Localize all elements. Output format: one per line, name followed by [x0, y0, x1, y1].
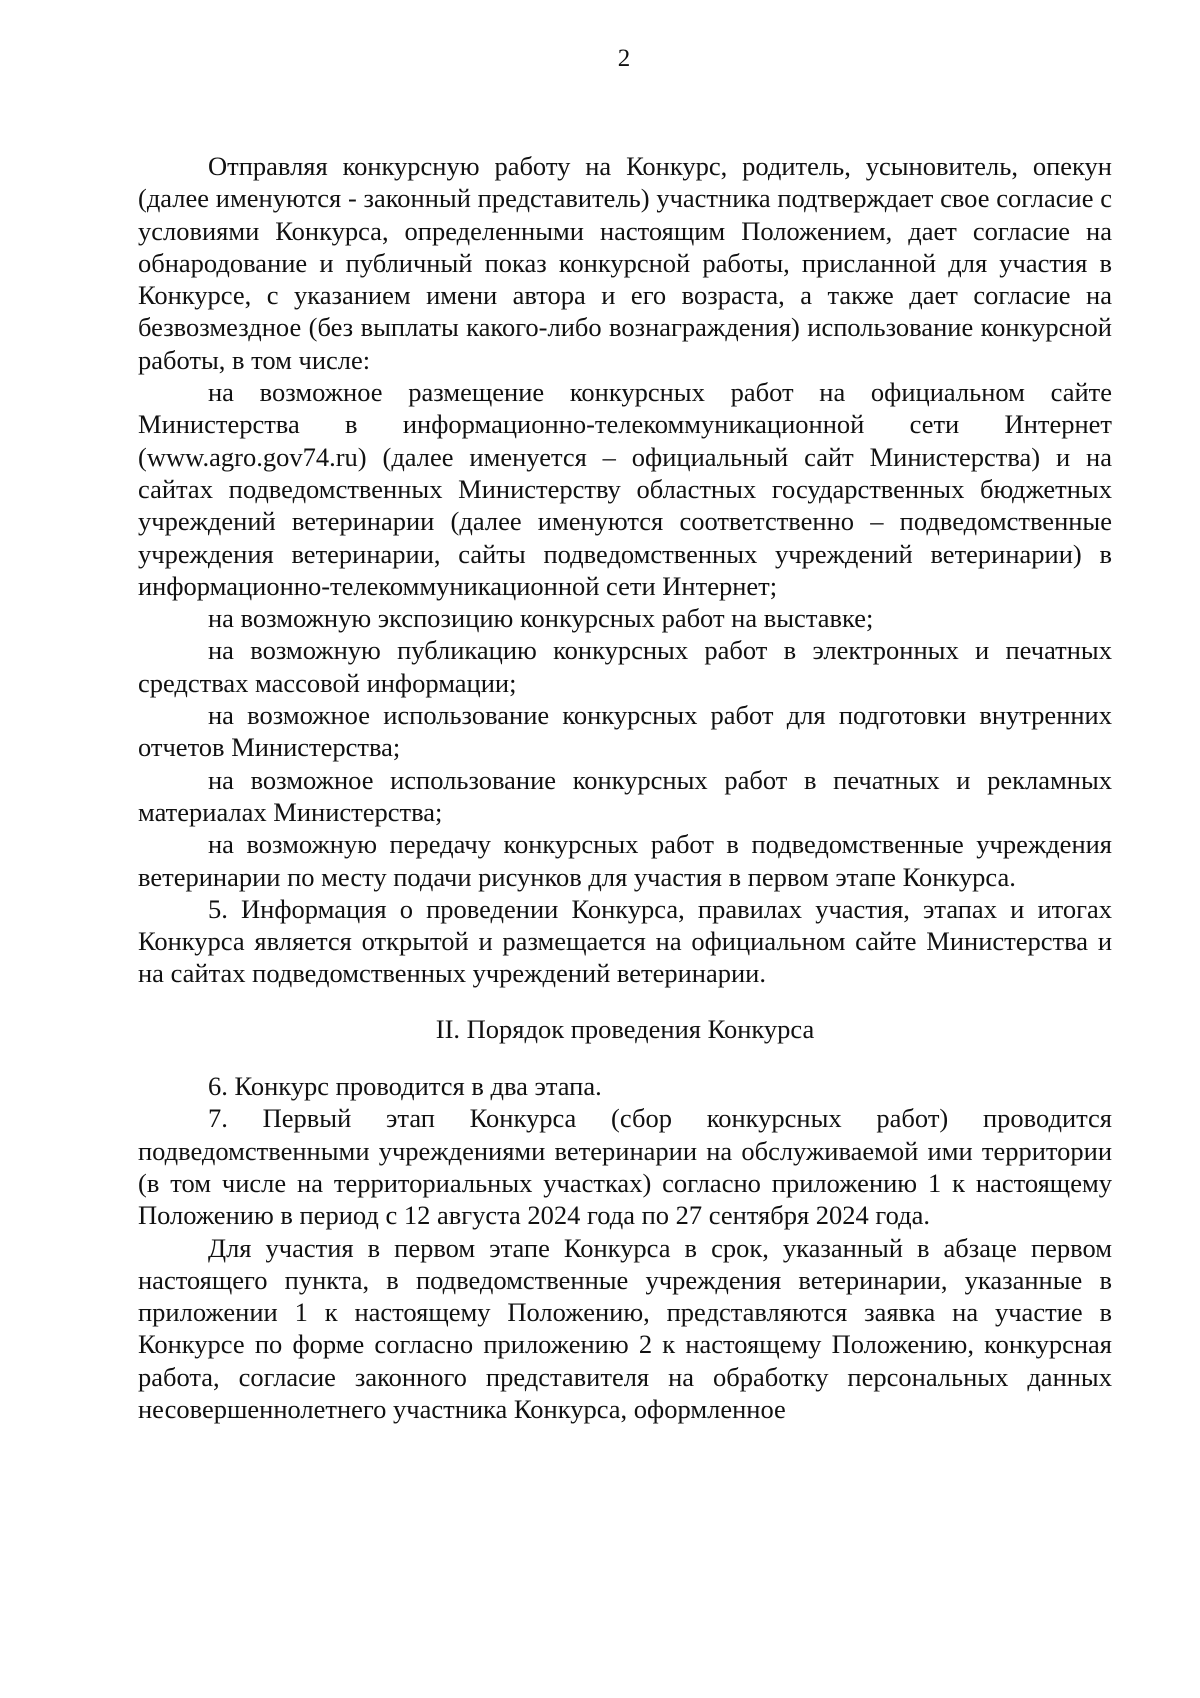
- paragraph-item-6: 6. Конкурс проводится в два этапа.: [208, 1071, 602, 1102]
- paragraph-consent-intro: Отправляя конкурсную работу на Конкурс, родитель, усыновитель, опекун (далее именуются - законный представитель) участника подтверждает свое согласие с условиями Конкурса, определенными настоящим Положением, дает согласие на обнародование и публичный показ конкурсной работы, присланной для участия в Конкурсе, с указанием имени автора и его возраста, а также дает согласие на безвозмездное (без выплаты какого-либо вознаграждения) использование конкурсной работы, в том числе:: [138, 151, 1112, 375]
- paragraph-first-stage-documents: Для участия в первом этапе Конкурса в срок, указанный в абзаце первом настоящего пункта, в подведомственные учреждения ветеринарии, указанные в приложении 1 к настоящему Положению, представляются заявка на участие в Конкурсе по форме согласно приложению 2 к настоящему Положению, конкурсная работа, согласие законного представителя на обработку персональных данных несовершеннолетнего участника Конкурса, оформленное: [138, 1232, 1112, 1424]
- paragraph-consent-reports: на возможное использование конкурсных работ для подготовки внутренних отчетов Министерства;: [138, 700, 1112, 763]
- paragraph-consent-exhibition: на возможную экспозицию конкурсных работ на выставке;: [208, 603, 874, 634]
- paragraph-consent-transfer: на возможную передачу конкурсных работ в подведомственные учреждения ветеринарии по месту подачи рисунков для участия в первом этапе Конкурса.: [138, 829, 1112, 892]
- document-body: [138, 150, 1112, 1425]
- section-heading: II. Порядок проведения Конкурса: [435, 1013, 815, 1044]
- page-number: 2: [617, 45, 631, 72]
- paragraph-consent-media: на возможную публикацию конкурсных работ в электронных и печатных средствах массовой информации;: [138, 635, 1112, 698]
- paragraph-item-7: 7. Первый этап Конкурса (сбор конкурсных работ) проводится подведомственными учреждениями ветеринарии на обслуживаемой ими территории (в том числе на территориальных участках) согласно приложению 1 к настоящему Положению в период с 12 августа 2024 года по 27 сентября 2024 года.: [138, 1103, 1112, 1231]
- paragraph-consent-advertising: на возможное использование конкурсных работ в печатных и рекламных материалах Министерства;: [138, 764, 1112, 827]
- paragraph-item-5: 5. Информация о проведении Конкурса, правилах участия, этапах и итогах Конкурса является открытой и размещается на официальном сайте Министерства и на сайтах подведомственных учреждений ветеринарии.: [138, 893, 1112, 989]
- paragraph-consent-website: на возможное размещение конкурсных работ на официальном сайте Министерства в информационно-телекоммуникационной сети Интернет (www.agro.gov74.ru) (далее именуется – официальный сайт Министерства) и на сайтах подведомственных Министерству областных государственных бюджетных учреждений ветеринарии (далее именуются соответственно – подведомственные учреждения ветеринарии, сайты подведомственных учреждений ветеринарии) в информационно-телекоммуникационной сети Интернет;: [138, 377, 1112, 601]
